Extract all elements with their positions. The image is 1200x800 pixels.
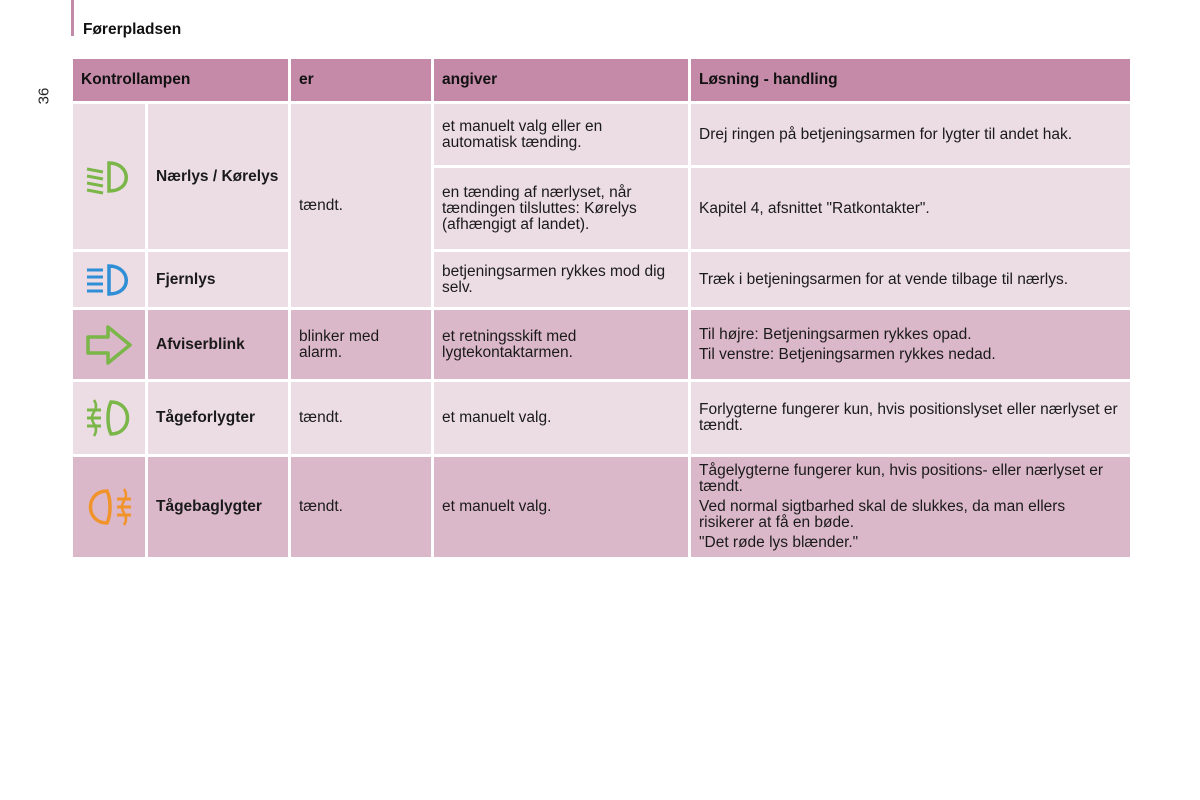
lamp-solution bbox=[690, 456, 1132, 559]
lamp-icon-cell bbox=[72, 456, 147, 559]
column-header-state: er bbox=[290, 58, 433, 103]
solution-line: "Det røde lys blænder." bbox=[699, 534, 859, 551]
lamp-name: Fjernlys bbox=[147, 251, 290, 309]
lamp-solution: Drej ringen på betjeningsarmen for lygter til andet hak. bbox=[690, 103, 1132, 167]
table-row bbox=[72, 103, 1132, 167]
column-header-indicates: angiver bbox=[433, 58, 690, 103]
solution-line: Ved normal sigtbarhed skal de slukkes, da man ellers risikerer at få en bøde. bbox=[699, 498, 1066, 531]
lamp-indicates: et manuelt valg. bbox=[433, 456, 690, 559]
lamp-icon-cell bbox=[72, 381, 147, 456]
solution-line: Til højre: Betjeningsarmen rykkes opad. bbox=[699, 325, 972, 343]
rear-fog-lamp-icon bbox=[81, 485, 137, 529]
table-row bbox=[72, 381, 1132, 456]
column-header-solution: Løsning - handling bbox=[690, 58, 1132, 103]
lamp-state: blinker med alarm. bbox=[290, 309, 433, 381]
lamp-indicates: et retningsskift med lygtekontaktarmen. bbox=[433, 309, 690, 381]
lamp-solution: Træk i betjeningsarmen for at vende tilbage til nærlys. bbox=[690, 251, 1132, 309]
lamp-name: Nærlys / Kørelys bbox=[147, 103, 290, 251]
lamp-name: Tågebaglygter bbox=[147, 456, 290, 559]
lamp-indicates: en tænding af nærlyset, når tændingen tilsluttes: Kørelys (afhængigt af landet). bbox=[433, 167, 690, 251]
table-header-row bbox=[72, 58, 1132, 103]
main-beam-icon bbox=[81, 262, 137, 298]
direction-indicator-icon bbox=[84, 323, 134, 367]
lamp-indicates: et manuelt valg eller en automatisk tænding. bbox=[433, 103, 690, 167]
accent-bar bbox=[71, 0, 74, 36]
lamp-solution: Forlygterne fungerer kun, hvis positionslyset eller nærlyset er tændt. bbox=[690, 381, 1132, 456]
table-row bbox=[72, 309, 1132, 381]
lamp-state: tændt. bbox=[290, 456, 433, 559]
table-row bbox=[72, 456, 1132, 559]
lamp-indicates: et manuelt valg. bbox=[433, 381, 690, 456]
lamp-solution bbox=[690, 309, 1132, 381]
front-fog-lamp-icon bbox=[81, 396, 137, 440]
lamp-name: Tågeforlygter bbox=[147, 381, 290, 456]
lamp-solution: Kapitel 4, afsnittet "Ratkontakter". bbox=[690, 167, 1132, 251]
lamp-icon-cell bbox=[72, 309, 147, 381]
lamp-indicates: betjeningsarmen rykkes mod dig selv. bbox=[433, 251, 690, 309]
solution-line: Tågelygterne fungerer kun, hvis positions- eller nærlyset er tændt. bbox=[699, 462, 1104, 495]
column-header-lamp: Kontrollampen bbox=[72, 58, 290, 103]
lamp-icon-cell bbox=[72, 103, 147, 251]
lamp-name: Afviserblink bbox=[147, 309, 290, 381]
section-title: Førerpladsen bbox=[83, 21, 182, 38]
lamp-icon-cell bbox=[72, 251, 147, 309]
lamp-state: tændt. bbox=[290, 381, 433, 456]
table-row bbox=[72, 251, 1132, 309]
dipped-beam-icon bbox=[81, 159, 137, 195]
warning-lamps-table bbox=[70, 56, 1133, 560]
page-number: 36 bbox=[35, 87, 53, 105]
solution-line: Til venstre: Betjeningsarmen rykkes nedad. bbox=[699, 345, 996, 363]
lamp-state: tændt. bbox=[290, 103, 433, 309]
